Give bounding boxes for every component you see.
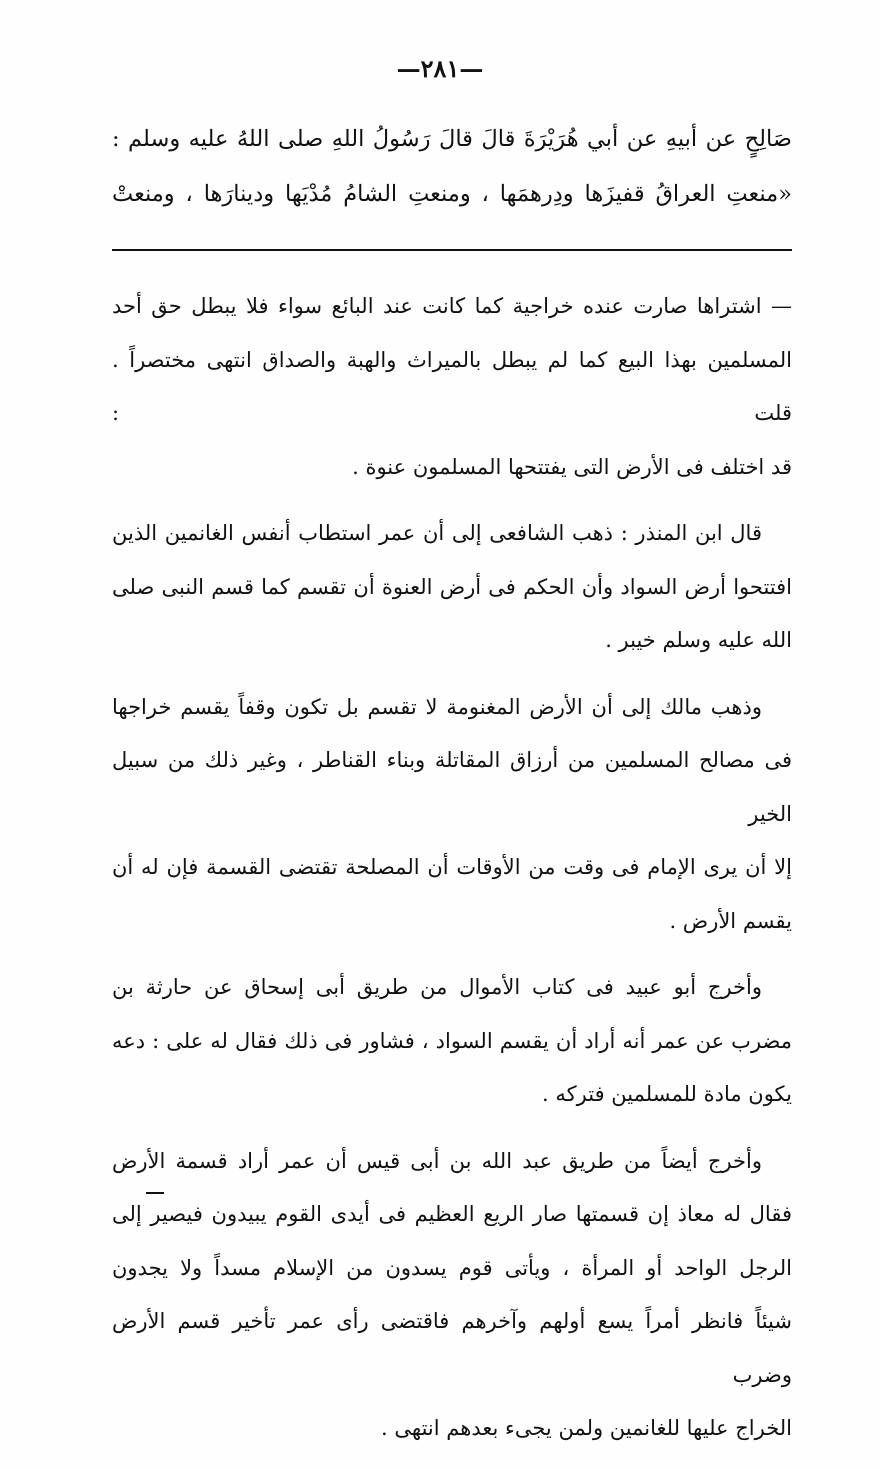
text-line: مضرب عن عمر أنه أراد أن يقسم السواد ، فشاور فى ذلك فقال له على : دعه bbox=[112, 1028, 792, 1053]
hadith-line: صَالِحٍ عن أبيهِ عن أبي هُرَيْرَةَ قالَ قالَ رَسُولُ اللهِ صلى اللهُ عليه وسلم : bbox=[112, 126, 792, 152]
text-line: فى مصالح المسلمين من أرزاق المقاتلة وبناء القناطر ، وغير ذلك من سبيل الخير bbox=[112, 748, 792, 826]
paragraph bbox=[112, 1135, 792, 1456]
text-line: شيئاً فانظر أمراً يسع أولهم وآخرهم فاقتضى رأى عمر تأخير قسم الأرض وضرب bbox=[112, 1309, 792, 1387]
text-line: قد اختلف فى الأرض التى يفتتحها المسلمون عنوة . bbox=[352, 454, 792, 479]
footnote-divider bbox=[112, 249, 792, 251]
text-line: يكون مادة للمسلمين فتركه . bbox=[542, 1082, 792, 1106]
text-line: افتتحوا أرض السواد وأن الحكم فى أرض العنوة أن تقسم كما قسم النبى صلى bbox=[112, 574, 792, 599]
paragraph bbox=[112, 681, 792, 949]
paragraph bbox=[112, 280, 792, 494]
hadith-line: «منعتِ العراقُ قفيزَها ودِرهمَها ، ومنعتِ الشامُ مُدْيَها ودينارَها ، ومنعتْ bbox=[112, 181, 792, 207]
text-line: إلا أن يرى الإمام فى وقت من الأوقات أن المصلحة تقتضى القسمة فإن له أن bbox=[112, 855, 792, 879]
text-line: وأخرج أيضاً من طريق عبد الله بن أبى قيس أن عمر أراد قسمة الأرض bbox=[112, 1148, 762, 1173]
text-line: الرجل الواحد أو المرأة ، ويأتى قوم يسدون من الإسلام مسداً ولا يجدون bbox=[112, 1255, 792, 1280]
text-line: فقال له معاذ إن قسمتها صار الريع العظيم فى أيدى القوم يبيدون فيصير إلى bbox=[112, 1202, 792, 1226]
text-line: يقسم الأرض . bbox=[669, 908, 792, 933]
text-line: الله عليه وسلم خيبر . bbox=[605, 628, 792, 652]
text-line: وذهب مالك إلى أن الأرض المغنومة لا تقسم بل تكون وقفاً يقسم خراجها bbox=[112, 694, 762, 719]
text-line: المسلمين بهذا البيع كما لم يبطل بالميراث والهبة والصداق انتهى مختصراً . قلت : bbox=[112, 347, 792, 425]
text-line: الخراج عليها للغانمين ولمن يجىء بعدهم انتهى . bbox=[381, 1416, 792, 1440]
continuation-dash bbox=[146, 1192, 164, 1194]
hadith-text bbox=[112, 112, 792, 222]
page-number: —٢٨١— bbox=[396, 54, 484, 83]
text-line: قال ابن المنذر : ذهب الشافعى إلى أن عمر استطاب أنفس الغانمين الذين bbox=[112, 521, 762, 545]
paragraph bbox=[112, 507, 792, 668]
text-line: — اشتراها صارت عنده خراجية كما كانت عند البائع سواء فلا يبطل حق أحد bbox=[112, 294, 792, 318]
paragraph bbox=[112, 961, 792, 1122]
commentary bbox=[112, 280, 792, 1469]
text-line: وأخرج أبو عبيد فى كتاب الأموال من طريق أبى إسحاق عن حارثة بن bbox=[112, 975, 762, 999]
